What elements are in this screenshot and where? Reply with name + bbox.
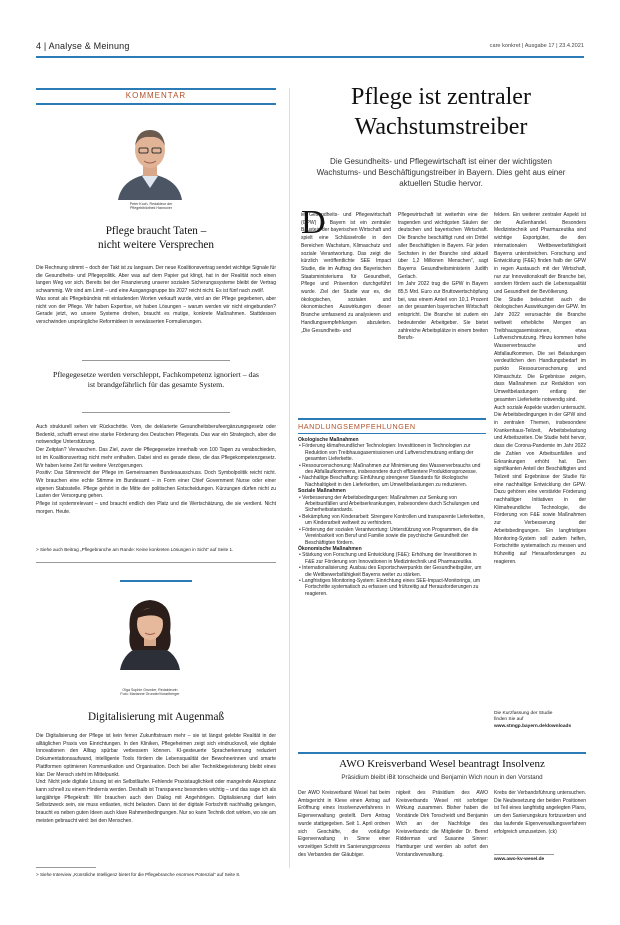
empfehlung-item: • Bekämpfung von Kinderarbeit: Strengere Kontrollen und transparente Lieferketten, um Kinderarbeit weltweit zu verhindern. xyxy=(299,513,485,527)
empfehlung-item: • Förderung klimafreundlicher Technologien: Investitionen in Technologien zur Reduktion von Treibhausgasemissionen und Luftverschmutzung entlang der gesamten Lieferkette. xyxy=(299,443,474,463)
empfehlung-text: Ressourcenschonung: Maßnahmen zur Minimierung des Wasserverbrauchs und des Abfallaufkommens, insbesondere durch effizientere Produktionsprozesse. xyxy=(302,462,481,476)
digitalisierung-paragraph: Die Digitalisierung der Pflege ist kein ferner Zukunftstraum mehr – sie ist längst gelebte Realität in der alltäglichen Praxis von Einrichtungen. In den Kliniken, Pflegeheimen zeigt sich eindrucksvoll, wie digitale Innovationen den Alltag spürbar verbessern können. KI-gesteuerte Spracherkennung reduziert Dokumentationsaufwand, intelligente Tools fördern die Lebensqualität der Bewohnerinnen und smarte Plattformen optimieren Kommunikation und Organisation. Doch bei aller Technikbegeisterung bleibt eines klar: Der Mensch steht im Mittelpunkt. Und: Nicht jede digitale Lösung ist ein Selbstläufer. Fehlende Praxistauglichkeit oder mangelnde Akzeptanz kann schnell zu einem Hindernis werden. Deshalb ist Transparenz besonders wichtig – und das sage ich als langjährige Pflegekraft: Wir brauchen auch den Dialog mit Angehörigen. Digitalisierung darf kein Selbstzweck sein, sie muss entlasten, nicht belasten. Dann ist der digitale Fortschritt nachhaltig gelungen, braucht es neben guten Ideen auch klare Rahmenbedingungen. Nur so kann Technik dort wirken, wo sie am meisten gebraucht wird: bei den Menschen. xyxy=(36,733,276,824)
dropcap: D xyxy=(301,204,326,241)
empfehlung-text: Internationalisierung: Ausbau des Exportschwerpunkts der Gesundheitsgüter, um die Wettbewerbsfähigkeit Bayerns weiter zu stärken. xyxy=(302,565,482,578)
empfehlungen-rule-top xyxy=(298,418,486,420)
caption-line-1: Olga Sophie Grunder, Redakteurin xyxy=(122,688,178,692)
caption-line-1: Peter Koch, Redakteur der xyxy=(129,202,173,206)
awo-col1-text: Der AWO Kreisverband Wesel hat beim Amtsgericht in Kleve einen Antrag auf Eröffnung eines Insolvenzverfahrens in Eigenverwaltung gestellt. Dem Antrag wurde stattgegeben. Seit 1. April ordnen sich Geschäfte, die vorläufige Eigenverwaltung in Sinne einer vorzeitigen Schritt im Sanierungsprozess des Verbandes der Gläubiger. xyxy=(298,790,390,858)
main-col2-text: Pflegewirtschaft ist weiterhin eine der tragenden und wichtigsten Säulen der deutschen und bayerischen Wirtschaft. Die Branche beschäftigt rund ein Drittel aller Beschäftigten in Bayern. Für jeden Sechsten in der Branche sind aktuell über 1,2 Millionen Menschen“, sagt Bayerns Gesundheitsministerin Judith Gerlach. Im Jahr 2022 trug die GPW in Bayern 85,5 Mrd. Euro zur Bruttowertschöpfung bei, was einem Anteil von 10,1 Prozent an der gesamten bayerischen Wirtschaft entspricht. Die Branche ist zudem ein bedeutender Arbeitgeber. Sie bietet zahlreiche Arbeitsplätze in einem breiten Berufs- xyxy=(398,212,488,342)
awo-headline: AWO Kreisverband Wesel beantragt Insolvenz xyxy=(339,758,545,770)
source-link[interactable]: www.stmgp.bayern.de/downloads xyxy=(494,723,572,729)
kommentar-rule-bottom xyxy=(36,103,276,105)
main-col-3 xyxy=(494,212,586,706)
pullquote: Pflegegesetze werden verschleppt, Fachkompetenz ignoriert – das ist brandgefährlich für das gesamte System. xyxy=(53,370,259,390)
empfehlung-item: • Verbesserung der Arbeitsbedingungen: Maßnahmen zur Senkung von Arbeitsunfällen und Arbeitserkrankungen, insbesondere durch Schulungen und Sicherheitsstandards. xyxy=(299,494,480,514)
empfehlung-text: Langfristiges Monitoring-System: Einrichtung eines SEE-Impact-Monitorings, um Fortschritte systematisch zu erfassen und frühzeitig auf Herausforderungen zu reagieren. xyxy=(302,577,480,597)
header-rule xyxy=(36,56,584,58)
kommentar-body-1 xyxy=(36,265,276,352)
author-photo-koch xyxy=(112,118,188,200)
empfehlungen-list xyxy=(298,437,486,713)
photo-caption-grunder xyxy=(90,688,210,697)
empfehlung-item: • Nachhaltige Beschaffung: Einführung strengerer Standards für ökologische Nachhaltigkeit in den Lieferketten, um Umweltbelastungen zu reduzieren. xyxy=(299,475,468,488)
empfehlungen-rule-mid xyxy=(298,433,486,434)
kommentar-body-2 xyxy=(36,424,276,537)
main-col-1 xyxy=(301,212,391,406)
awo-col-3 xyxy=(494,790,586,850)
empfehlung-text: Verbesserung der Arbeitsbedingungen: Maßnahmen zur Senkung von Arbeitsunfällen und Arbeitserkrankungen, insbesondere durch Schulungen und Sicherheitsstandards. xyxy=(302,494,480,514)
caption-line-2: Foto: Marianne Grunder/Vorarlberger xyxy=(120,692,180,697)
main-col3-text: feldern. Ein weiterer zentraler Aspekt ist der Außenhandel. Besonders Medizintechnik und Pharmazeutika sind wichtige Exportgüter, die den internationalen Wettbewerbsfähigkeit Bayerns unterstreichen. Forschung und Entwicklung (F&E) finden halb der GPW in regen Austausch mit der Wirtschaft, nur zur Innovationskraft der Branche bei, sondern fördern auch die Lebensqualität und Gesundheit der Bevölkerung. Die Studie beleuchtet auch die ökologischen Auswirkungen der GPW. Im Jahr 2022 verursachte die Branche weltweit erhebliche Mengen an Treibhausgasemissionen, etwa Luftverschmutzung. Hinzu kommen hohe Wasserverbrauche und Abfallaufkommen. Die sei Belastungen verdeutlichen den Handlungsbedarf im punkto Ressourcenschonung und Klimaschutz. Die Ergebnisse zeigen, dass Maßnahmen zur Reduktion von Umweltbelastungen entlang der gesamten Lieferkette notwendig sind. Auch soziale Aspekte wurden untersucht. Die Arbeitsbedingungen in der GPW sind in zentralen Themen, insbesondere Krankenhaus-Teilzeit, Arbeitsbelastung und Arbeitszeiten. Die Studie hebt hervor, dass die Corona-Pandemie im Jahr 2022 die Zahlen von Arbeitsunfällen und Erkrankungen erhöht hat. Den signifikanten Anteil der Beschäftigten und Teilzeit sind Ergebnisse der Studie für eine nachhaltige Entwicklung der GPW. Dazu gehören eine verstärkte Förderung nachhaltiger Initiativen in der Klimafreundliche Technologie, die Förderung von F&E sowie Maßnahmen zur Verbesserung der Arbeitsbedingungen. Ein langfristiges Monitoring-System soll zudem helfen, Fortschritte systematisch zu messen und frühzeitig auf Herausforderungen zu reagieren. xyxy=(494,212,586,565)
awo-col2-text: nigkeit des Präsidium des AWO Kreisverbands Wesel mit sofortiger Wirkung zusammen. Bisher haben die Vorstände Dirk Tonscheidt und Benjamin Wich an der Nachfolge des Kreisverbands: die Mitglieder Dr. Bernd Ridderman und Susanne Sinner: Hamburger und werden ab sofort den Vorstandsverwaltung. xyxy=(396,790,488,858)
main-col1-text: ie Gesundheits- und Pflegewirtschaft (GPW) in Bayern ist ein zentraler Baustein der bayerischen Wirtschaft und spielt eine Schlüsselrolle in den Bereichen Wachstum, Klimaschutz und soziale Verantwortung. Das zeigt die kürzlich veröffentlichte SEE Impact Studie, die im Auftrag des Bayerischen Staatsministeriums für Gesundheit, Pflege und Prävention durchgeführt wurde. Ziel der Studie war es, die ökologischen, sozialen und ökonomischen Auswirkungen dieser Branche umfassend zu analysieren und Handlungsempfehlungen abzuleiten. „Die Gesundheits- und xyxy=(301,212,391,334)
awo-col-2 xyxy=(396,790,488,862)
empfehlung-item: • Internationalisierung: Ausbau des Exportschwerpunkts der Gesundheitsgüter, um die Wettbewerbsfähigkeit Bayerns weiter zu stärken. xyxy=(299,565,482,578)
awo-link[interactable]: www.awo-kv-wesel.de xyxy=(494,857,545,862)
empfehlung-text: Förderung der sozialen Verantwortung: Unterstützung von Programmen, die die Vereinbarkeit von Beruf und Familie sowie die psychische Gesundheit der Beschäftigten fördern. xyxy=(302,526,479,546)
kommentar-label: KOMMENTAR xyxy=(125,91,187,100)
photo-caption-koch xyxy=(96,202,206,211)
caption-line-2: Pflegebibliothek Hannover xyxy=(130,206,172,211)
main-dek: Die Gesundheits- und Pflegewirtschaft ist einer der wichtigsten Wachstums- und Beschäftigungstreiber in Bayern. Dies geht aus einer aktuellen Studie hervor. xyxy=(316,157,566,188)
empfehlung-text: Stärkung von Forschung und Entwicklung (F&E): Erhöhung der Investitionen in F&E zur Förderung von Innovationen in Medizintechnik und Pharmazeutika. xyxy=(302,552,477,565)
kommentar-paragraph: Die Rechnung stimmt – doch der Takt ist zu langsam. Der neue Koalitionsvertrag sendet wichtige Signale für die Gesundheits- und Pflegepolitik. Aber was auf dem Papier gut klingt, hat in der Realität noch einen langen Weg vor sich. Bereits bei der Finanzierung unserer sozialen Sicherungssysteme bleibt der Vertrag schwammig. Wir sind am Limit – und eine Ausgangsgruppe bis 2027 reicht nicht. Es ist fünf nach zwölf. Was sonst als Pflegebündnis mit einladenden Worten verkauft wurde, wird an der Pflege gegebenen, aber nicht von der Pflege. Wir haben Expertise, wir haben Lösungen – warum werden wir nicht eingebunden? Gerade jetzt, wo unsere Systeme drohen, braucht es mutige, konkrete Maßnahmen. Stattdessen verschwinden ursprüngliche Reformideen in verwässerten Formulierungen. xyxy=(36,265,276,325)
study-source xyxy=(494,711,586,730)
page-section-header: 4 | Analyse & Meinung xyxy=(36,41,130,51)
pullquote-rule-bottom xyxy=(82,412,230,413)
author-photo-grunder xyxy=(110,582,190,670)
awo-dek: Präsidium bleibt iBit tonscheide und Benjamin Wich noun in den Vorstand xyxy=(341,774,543,781)
empfehlungen-sub-oekologisch: Ökologische Maßnahmen xyxy=(298,437,359,443)
empfehlung-text: Förderung klimafreundlicher Technologien: Investitionen in Technologien zur Reduktion von Treibhausgasemissionen und Luftverschmutzung entlang der gesamten Lieferkette. xyxy=(302,443,474,463)
main-col-2 xyxy=(398,212,488,406)
source-line-1: Die Kurzfassung der Studie xyxy=(494,711,553,716)
note-rule xyxy=(36,867,96,868)
kommentar-paragraph: Auch strukturell sehen wir Rückschritte. Vorn, die deklarierte Gesundheitsberufeergänzungsgesetz oder Bedenkt, schafft erneut eine starke Förderung des Deutschen Pflegerats. Das war ein Strategisch, aber die notwendige Unterstützung. Der Zeitplan? Verwaschen. Das Ziel, zuvor die Pflegegesetze innerhalb von 100 Tagen zu verabschieden, ist im Koalitionsvertrag nicht mehr enthalten. Dabei sind es gerade diese, die das Pflegekompetenzgesetz. Wir haben keine Zeit für weitere Verzögerungen. Positiv: Das Stimmrecht der Pflege im Gemeinsamen Bundesausschuss. Doch Symbolpolitik reicht nicht. Wir brauchen eine echte Stimme im Bundesamt – in Form einer Chief Government Nurse oder einer eigenen Stabsstelle. Pflege gehört in die Mitte der politischen Entscheidungen. Kürzungen dürfen nicht zu Lasten der Versorgung gehen. Pflege ist systemrelevant – und braucht endlich den Platz und die Wertschätzung, die sie verdient. Nicht morgen. Heute. xyxy=(36,424,276,515)
digitalisierung-note[interactable]: > Siehe Interview „Künstliche Intelligenz bietet für die Pflegebranche enormes Potenzial“ auf Seite 8. xyxy=(36,872,241,877)
issue-info: care konkret | Ausgabe 17 | 23.4.2021 xyxy=(489,43,584,49)
empfehlungen-heading: HANDLUNGSEMPFEHLUNGEN xyxy=(298,422,416,431)
pullquote-rule-top xyxy=(82,360,230,361)
empfehlung-item: • Ressourcenschonung: Maßnahmen zur Minimierung des Wasserverbrauchs und des Abfallaufkommens, insbesondere durch effizientere Produktionsprozesse. xyxy=(299,462,481,476)
source-line-2: finden Sie auf xyxy=(494,717,524,723)
empfehlungen-sub-sozial: Soziale Maßnahmen xyxy=(298,488,346,495)
main-headline-line1: Pflege ist zentraler xyxy=(351,84,531,110)
kommentar-headline-line1: Pflege braucht Taten – xyxy=(105,225,207,237)
empfehlung-item: • Stärkung von Forschung und Entwicklung (F&E): Erhöhung der Investitionen in F&E zur Förderung von Innovationen in Medizintechnik und Pharmazeutika. xyxy=(299,552,477,565)
main-headline xyxy=(298,82,584,142)
awo-rule-top xyxy=(298,752,586,754)
digitalisierung-headline: Digitalisierung mit Augenmaß xyxy=(87,711,225,723)
empfehlung-item: • Förderung der sozialen Verantwortung: Unterstützung von Programmen, die die Vereinbarkeit von Beruf und Familie sowie die psychische Gesundheit der Beschäftigten fördern. xyxy=(299,526,479,546)
column-separator xyxy=(36,562,276,563)
awo-col3-text: Krebs der Verbandsführung untersuchen. Die Neubesetzung der beiden Positionen ist Teil eines langfristig angelegten Plans, um den Sanierungskurs fortzusetzen und das laufende Eigenverwaltungsverfahren erfolgreich umzusetzen. (ck) xyxy=(494,790,586,835)
portrait-woman xyxy=(110,582,190,670)
awo-col-1 xyxy=(298,790,390,862)
empfehlung-text: Bekämpfung von Kinderarbeit: Strengere Kontrollen und transparente Lieferketten, um Kinderarbeit weltweit zu verhindern. xyxy=(302,513,485,527)
digitalisierung-body xyxy=(36,733,276,855)
awo-link-rule xyxy=(494,854,554,855)
empfehlung-item: • Langfristiges Monitoring-System: Einrichtung eines SEE-Impact-Monitorings, um Fortschritte systematisch zu erfassen und frühzeitig auf Herausforderungen zu reagieren. xyxy=(299,577,480,597)
portrait-man xyxy=(112,118,188,200)
kommentar-note[interactable]: > Siehe auch Beitrag „Pflegebranche am Rande: Keine konkreten Lösungen in Sicht“ auf Seite 1. xyxy=(36,547,234,552)
empfehlung-text: Nachhaltige Beschaffung: Einführung strengerer Standards für ökologische Nachhaltigkeit in den Lieferketten, um Umweltbelastungen zu reduzieren. xyxy=(302,475,468,488)
page-divider xyxy=(289,88,290,868)
kommentar-rule-top xyxy=(36,88,276,90)
kommentar-headline-line2: nicht weitere Versprechen xyxy=(98,239,214,251)
empfehlungen-sub-oekonomisch: Ökonomische Maßnahmen xyxy=(298,545,362,552)
kommentar-headline xyxy=(36,224,276,252)
main-headline-line2: Wachstumstreiber xyxy=(354,114,528,140)
